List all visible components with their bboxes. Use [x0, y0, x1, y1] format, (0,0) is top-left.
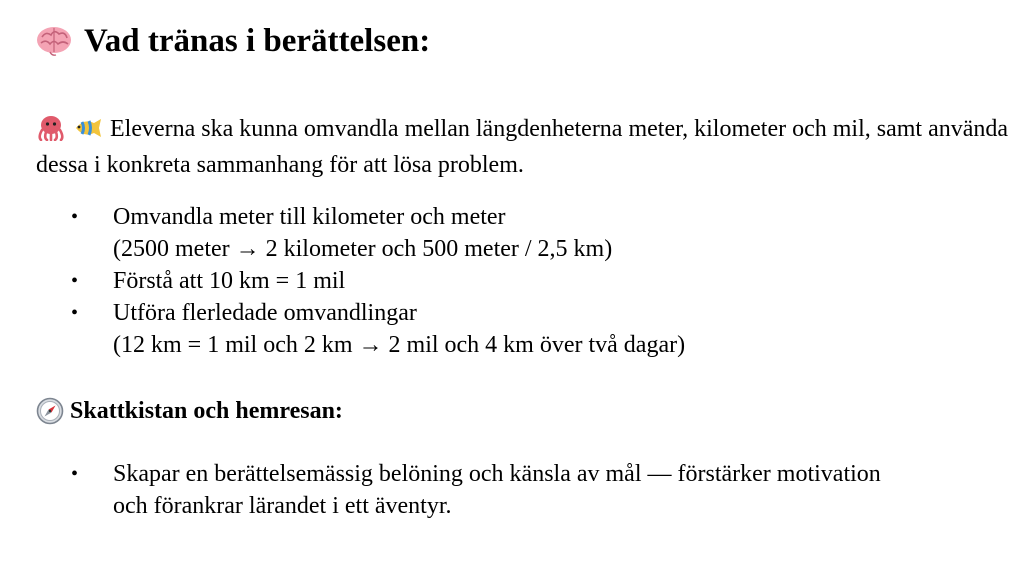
compass-icon	[36, 397, 64, 425]
list-item-example: (12 km = 1 mil och 2 km → 2 mil och 4 km över två dagar)	[113, 332, 686, 358]
list-item-text-continued: och förankrar lärandet i ett äventyr.	[113, 493, 452, 519]
list-item-text: • Utföra flerledade omvandlingar	[113, 300, 417, 326]
goal-list	[36, 201, 1011, 361]
tropical-fish-icon	[72, 117, 102, 139]
section-heading	[36, 394, 1011, 428]
octopus-icon	[36, 115, 66, 141]
list-item	[36, 201, 1011, 265]
list-item-example: (2500 meter → 2 kilometer och 500 meter / 2,5 km)	[113, 236, 613, 262]
list-item-text: • Förstå att 10 km = 1 mil	[113, 268, 346, 294]
section-title: Skattkistan och hemresan:	[70, 398, 343, 424]
intro-text: Eleverna ska kunna omvandla mellan längdenheterna meter, kilometer och mil, samt använda dessa i konkreta sammanhang för att lösa problem.	[36, 116, 1009, 178]
list-item	[36, 458, 1011, 522]
list-item-text: • Omvandla meter till kilometer och meter	[113, 204, 506, 230]
list-item-text: • Skapar en berättelsemässig belöning och känsla av mål — förstärker motivation	[113, 461, 881, 487]
intro-paragraph	[36, 111, 1011, 183]
section-list	[36, 458, 1011, 522]
list-item	[36, 297, 1011, 361]
heading-text: Vad tränas i berättelsen:	[84, 23, 431, 59]
list-item	[36, 265, 1011, 297]
document	[36, 18, 1011, 522]
page-title	[36, 18, 1011, 64]
brain-icon	[36, 25, 72, 57]
